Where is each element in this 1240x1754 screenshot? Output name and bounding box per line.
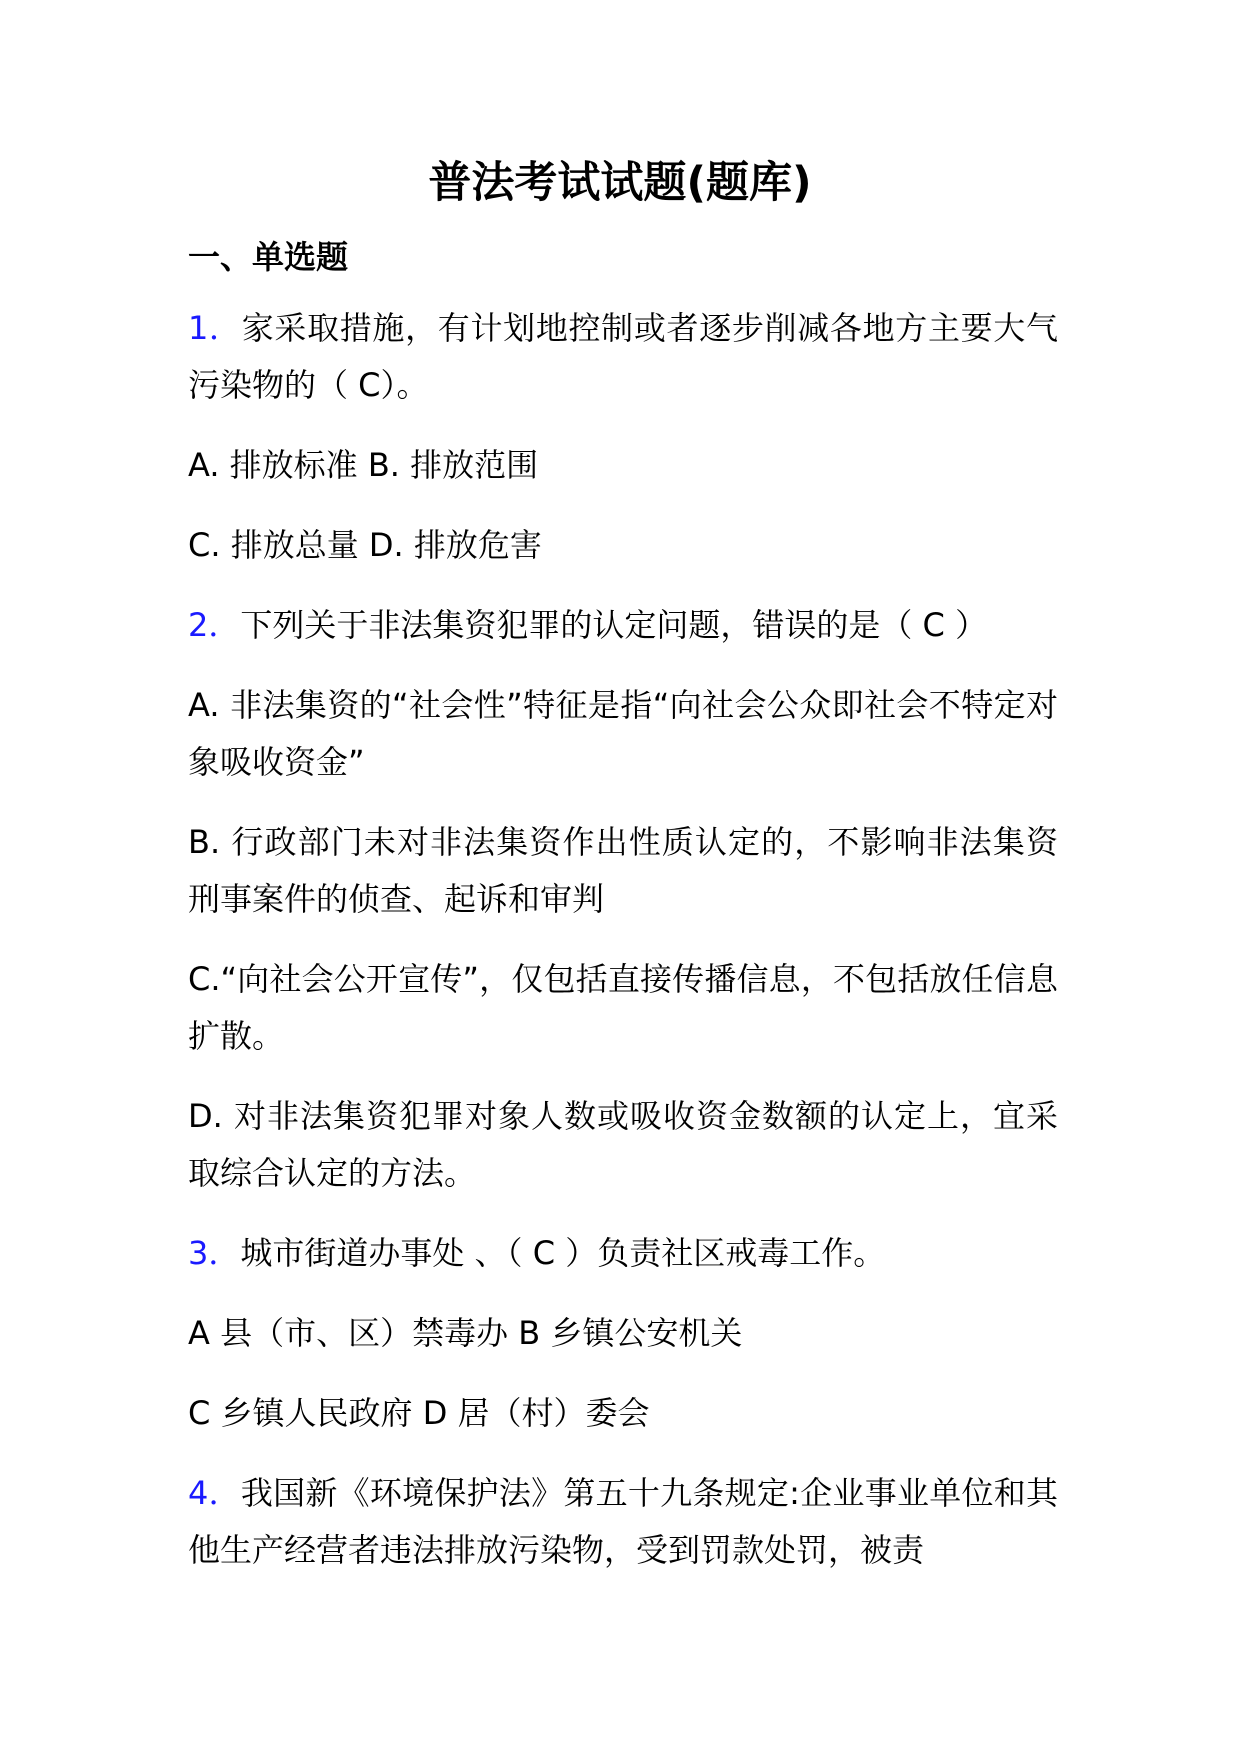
- question-3: [188, 1225, 1058, 1282]
- question-2-option-b: B. 行政部门未对非法集资作出性质认定的，不影响非法集资刑事案件的侦查、起诉和审判: [188, 823, 1058, 918]
- question-3-option-line-2: C 乡镇人民政府 D 居（村）委会: [188, 1394, 650, 1432]
- question-number: 3．: [188, 1234, 241, 1272]
- question-stem: 我国新《环境保护法》第五十九条规定:企业事业单位和其他生产经营者违法排放污染物，受到罚款处罚，被责: [188, 1474, 1058, 1569]
- question-2-option-c: C.“向社会公开宣传”，仅包括直接传播信息，不包括放任信息扩散。: [188, 960, 1058, 1055]
- question-stem: 下列关于非法集资犯罪的认定问题，错误的是（ C ）: [240, 606, 988, 644]
- question-number: 4．: [188, 1474, 241, 1512]
- question-2-option-a: A. 非法集资的“社会性”特征是指“向社会公众即社会不特定对象吸收资金”: [188, 686, 1058, 781]
- question-4: [188, 1465, 1058, 1579]
- question-stem: 家采取措施，有计划地控制或者逐步削减各地方主要大气污染物的（ C）。: [188, 309, 1058, 404]
- question-1-option-line-2: C. 排放总量 D. 排放危害: [188, 526, 542, 564]
- question-3-option-line-1: A 县（市、区）禁毒办 B 乡镇公安机关: [188, 1314, 743, 1352]
- question-2-option-d: D. 对非法集资犯罪对象人数或吸收资金数额的认定上，宜采取综合认定的方法。: [188, 1097, 1058, 1192]
- question-1-option-line-1: A. 排放标准 B. 排放范围: [188, 446, 539, 484]
- question-stem: 城市街道办事处 、（ C ）负责社区戒毒工作。: [240, 1234, 886, 1272]
- question-2: [188, 597, 1058, 654]
- page-title: 普法考试试题(题库): [428, 158, 812, 208]
- section-heading: 一、单选题: [188, 238, 349, 276]
- question-number: 1．: [188, 309, 242, 347]
- question-1: [188, 300, 1058, 414]
- question-list: [188, 300, 1058, 1602]
- question-number: 2．: [188, 606, 241, 644]
